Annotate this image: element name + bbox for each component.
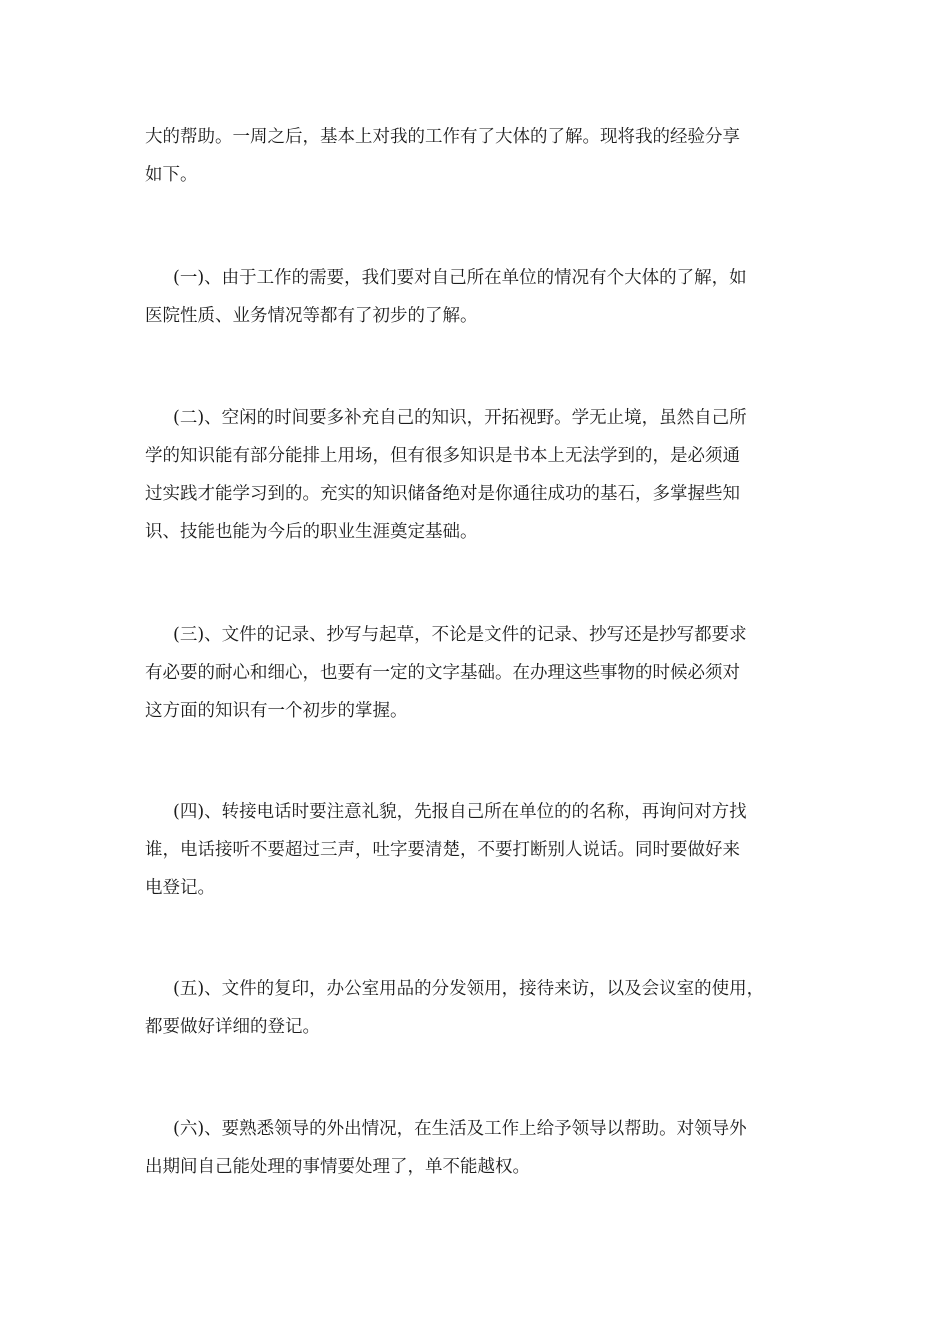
text-line: (五)、文件的复印，办公室用品的分发领用，接待来访，以及会议室的使用， — [173, 979, 765, 999]
text-line: 都要做好详细的登记。 — [145, 1017, 320, 1037]
text-line: 电登记。 — [145, 878, 215, 898]
paragraph-item-2 — [145, 399, 820, 551]
text-line: (一)、由于工作的需要，我们要对自己所在单位的情况有个大体的了解，如 — [173, 268, 747, 288]
text-line: 谁，电话接听不要超过三声，吐字要清楚，不要打断别人说话。同时要做好来 — [145, 840, 740, 860]
text-line: 出期间自己能处理的事情要处理了，单不能越权。 — [145, 1157, 530, 1177]
text-line: (四)、转接电话时要注意礼貌，先报自己所在单位的的名称，再询问对方找 — [173, 802, 747, 822]
paragraph-item-5 — [145, 970, 820, 1046]
paragraph-item-3 — [145, 616, 820, 730]
text-line: 有必要的耐心和细心，也要有一定的文字基础。在办理这些事物的时候必须对 — [145, 663, 740, 683]
text-line: 这方面的知识有一个初步的掌握。 — [145, 701, 408, 721]
text-line: 如下。 — [145, 165, 198, 185]
text-line: 过实践才能学习到的。充实的知识储备绝对是你通往成功的基石，多掌握些知 — [145, 484, 740, 504]
paragraph-intro — [145, 118, 820, 194]
text-line: (二)、空闲的时间要多补充自己的知识，开拓视野。学无止境，虽然自己所 — [173, 408, 747, 428]
paragraph-item-6 — [145, 1110, 820, 1186]
paragraph-item-1 — [145, 259, 820, 335]
text-line: 学的知识能有部分能排上用场，但有很多知识是书本上无法学到的，是必须通 — [145, 446, 740, 466]
text-line: (六)、要熟悉领导的外出情况，在生活及工作上给予领导以帮助。对领导外 — [173, 1119, 747, 1139]
text-line: 大的帮助。一周之后，基本上对我的工作有了大体的了解。现将我的经验分享 — [145, 127, 740, 147]
text-line: (三)、文件的记录、抄写与起草，不论是文件的记录、抄写还是抄写都要求 — [173, 625, 747, 645]
paragraph-item-4 — [145, 793, 820, 907]
text-line: 医院性质、业务情况等都有了初步的了解。 — [145, 306, 478, 326]
text-line: 识、技能也能为今后的职业生涯奠定基础。 — [145, 522, 478, 542]
